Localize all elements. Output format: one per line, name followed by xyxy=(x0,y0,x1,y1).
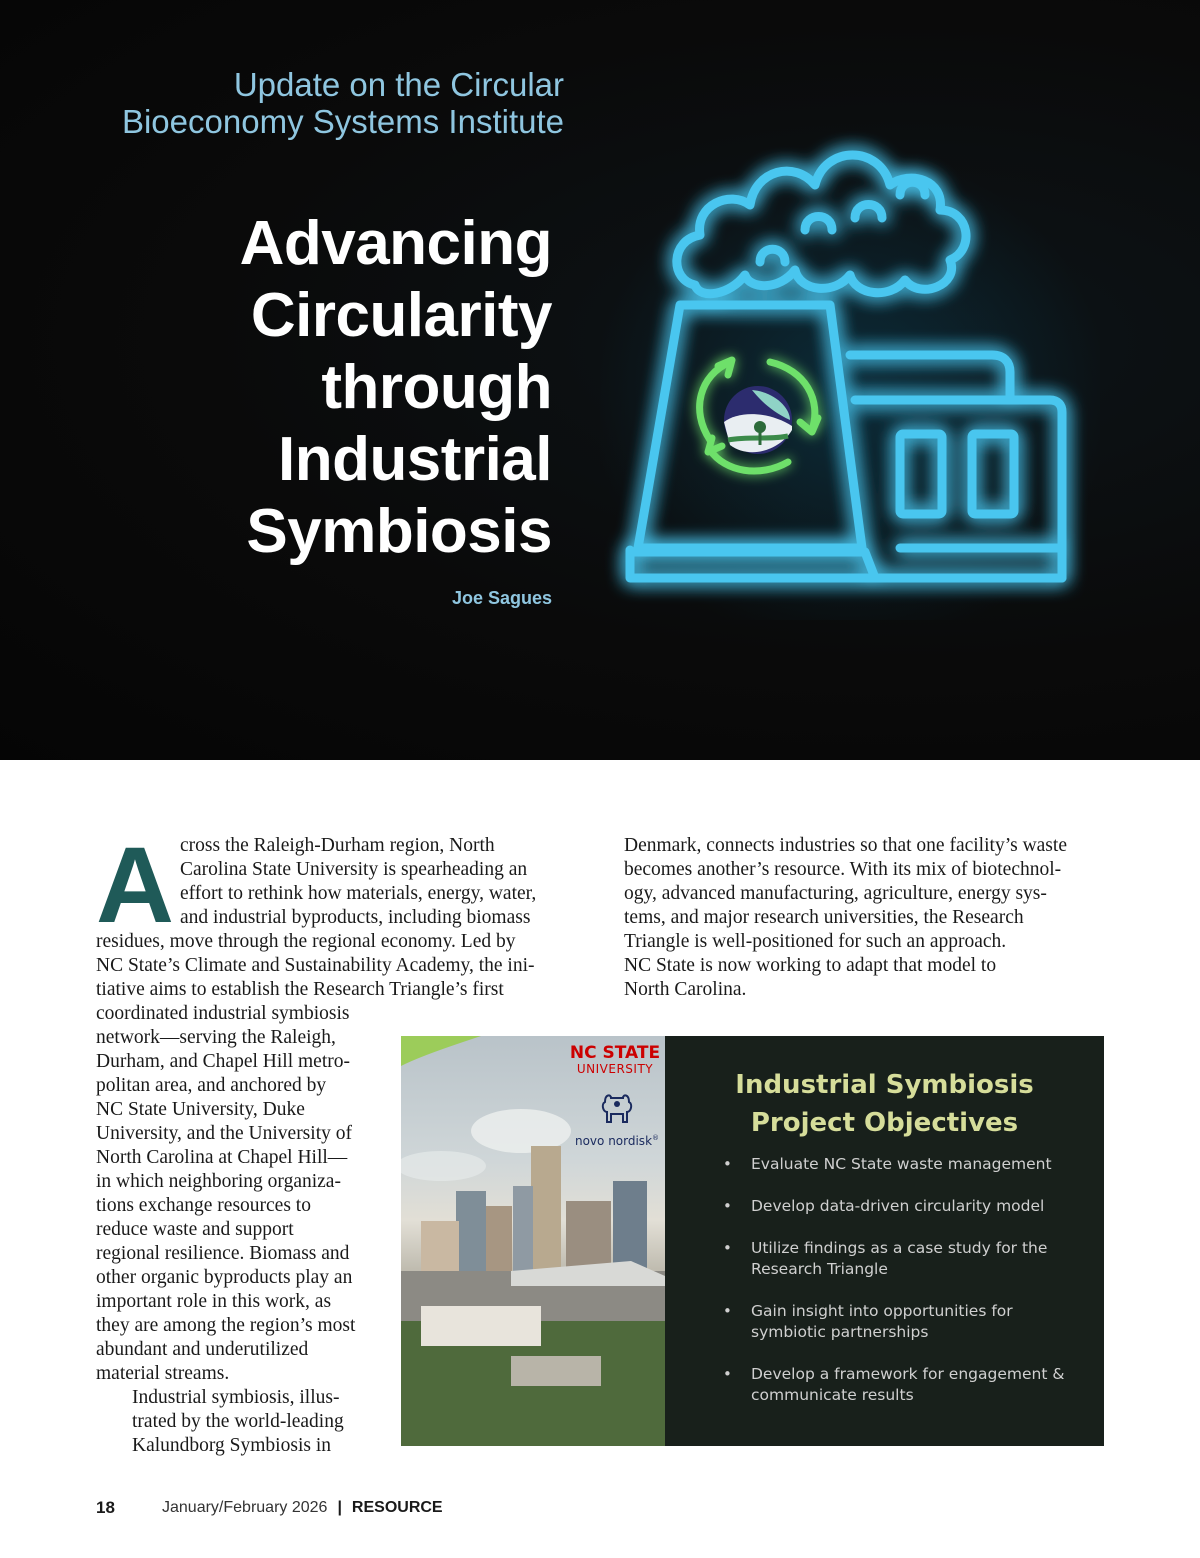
paragraph-1-narrow xyxy=(96,1002,378,1386)
text-line: cross the Raleigh-Durham region, North xyxy=(180,835,495,856)
project-objectives-figure xyxy=(401,1036,1104,1446)
article-headline xyxy=(32,208,552,568)
objective-text: Utilize findings as a case study for the xyxy=(751,1239,1048,1257)
hero-banner xyxy=(0,0,1200,760)
text-line: North Carolina. xyxy=(624,979,747,1000)
headline-line: Industrial xyxy=(277,425,552,494)
text-line: Durham, and Chapel Hill metro- xyxy=(96,1051,350,1072)
sponsor-name: novo nordisk xyxy=(574,1134,653,1148)
text-line: Denmark, connects industries so that one facility’s waste xyxy=(624,835,1067,856)
cloud xyxy=(401,1151,486,1181)
apis-bull-icon xyxy=(597,1088,637,1128)
text-line: becomes another’s resource. With its mix of biotechnol- xyxy=(624,859,1062,880)
bullet-icon: • xyxy=(723,1239,732,1257)
slide-title-line: Project Objectives xyxy=(750,1108,1019,1138)
objective-text: symbiotic partnerships xyxy=(751,1323,929,1341)
objective-item xyxy=(721,1196,1081,1217)
text-line: tions exchange resources to xyxy=(96,1195,311,1216)
text-line: important role in this work, as xyxy=(96,1291,332,1312)
bullet-icon: • xyxy=(723,1302,732,1320)
page-footer xyxy=(96,1496,696,1520)
text-line: tiative aims to establish the Research Triangle’s first xyxy=(96,979,504,1000)
paragraph-right xyxy=(624,834,1104,1002)
text-line: network—serving the Raleigh, xyxy=(96,1027,336,1048)
headline-line: through xyxy=(321,353,552,422)
footer-separator: | xyxy=(337,1499,342,1516)
objectives-list xyxy=(721,1154,1081,1427)
text-line: coordinated industrial symbiosis xyxy=(96,1003,350,1024)
text-line: in which neighboring organiza- xyxy=(96,1171,341,1192)
text-line: Kalundborg Symbiosis in xyxy=(132,1435,331,1456)
objective-text: communicate results xyxy=(751,1386,914,1404)
issue-date: January/February 2026 xyxy=(162,1499,328,1516)
objective-item xyxy=(721,1154,1081,1175)
objective-text: Research Triangle xyxy=(751,1260,888,1278)
text-line: residues, move through the regional economy. Led by xyxy=(96,931,516,952)
objective-text: Develop data-driven circularity model xyxy=(751,1197,1045,1215)
drop-cap: A xyxy=(96,824,174,945)
text-line: abundant and underutilized xyxy=(96,1339,309,1360)
headline-line: Advancing xyxy=(239,209,552,278)
kicker-line: Bioeconomy Systems Institute xyxy=(121,103,564,140)
slide-title-line: Industrial Symbiosis xyxy=(735,1070,1034,1100)
section-kicker xyxy=(4,66,564,140)
text-line: effort to rethink how materials, energy, water, xyxy=(180,883,537,904)
nc-state-logo-bottom: UNIVERSITY xyxy=(576,1062,654,1076)
text-line: politan area, and anchored by xyxy=(96,1075,327,1096)
green-corner-accent xyxy=(401,1036,481,1066)
slide-title xyxy=(665,1066,1104,1142)
text-line: regional resilience. Biomass and xyxy=(96,1243,350,1264)
objective-item xyxy=(721,1364,1081,1406)
author-byline: Joe Sagues xyxy=(451,588,552,608)
neon-factory-illustration xyxy=(600,100,1100,620)
paragraph-2 xyxy=(96,1386,378,1458)
text-line: Industrial symbiosis, illus- xyxy=(132,1387,340,1408)
text-line: NC State is now working to adapt that model to xyxy=(624,955,997,976)
text-line: University, and the University of xyxy=(96,1123,352,1144)
sponsor-mark: ® xyxy=(652,1134,660,1142)
text-line: Triangle is well-positioned for such an approach. xyxy=(624,931,1007,952)
objective-text: Develop a framework for engagement & xyxy=(751,1365,1065,1383)
kicker-line: Update on the Circular xyxy=(233,66,564,103)
objective-item xyxy=(721,1238,1081,1280)
objective-item xyxy=(721,1301,1081,1343)
bullet-icon: • xyxy=(723,1365,732,1383)
headline-line: Symbiosis xyxy=(246,497,552,566)
text-line: North Carolina at Chapel Hill— xyxy=(96,1147,348,1168)
institute-logo-icon xyxy=(724,386,792,454)
objective-text: Gain insight into opportunities for xyxy=(751,1302,1013,1320)
article-column-right xyxy=(624,834,1104,1002)
nc-state-logo-top: NC STATE xyxy=(569,1043,661,1063)
text-line: they are among the region’s most xyxy=(96,1315,356,1336)
objective-text: Evaluate NC State waste management xyxy=(751,1155,1052,1173)
text-line: and industrial byproducts, including biomass xyxy=(180,907,531,928)
nc-state-logo xyxy=(569,1044,661,1076)
bullet-icon: • xyxy=(723,1197,732,1215)
magazine-name: RESOURCE xyxy=(351,1499,443,1516)
raleigh-skyline-photo xyxy=(401,1036,665,1446)
text-line: reduce waste and support xyxy=(96,1219,294,1240)
lot xyxy=(511,1356,601,1386)
page-number: 18 xyxy=(96,1498,115,1517)
text-line: material streams. xyxy=(96,1363,230,1384)
text-line: Carolina State University is spearheading an xyxy=(180,859,528,880)
headline-line: Circularity xyxy=(250,281,552,350)
text-line: NC State’s Climate and Sustainability Academy, the ini- xyxy=(96,955,535,976)
text-line: tems, and major research universities, the Research xyxy=(624,907,1024,928)
text-line: NC State University, Duke xyxy=(96,1099,305,1120)
text-line: trated by the world-leading xyxy=(132,1411,344,1432)
bullet-icon: • xyxy=(723,1155,732,1173)
text-line: ogy, advanced manufacturing, agriculture, energy sys- xyxy=(624,883,1047,904)
text-line: other organic byproducts play an xyxy=(96,1267,353,1288)
objectives-slide xyxy=(665,1036,1104,1446)
white-building xyxy=(421,1306,541,1346)
novo-nordisk-logo xyxy=(571,1088,663,1147)
